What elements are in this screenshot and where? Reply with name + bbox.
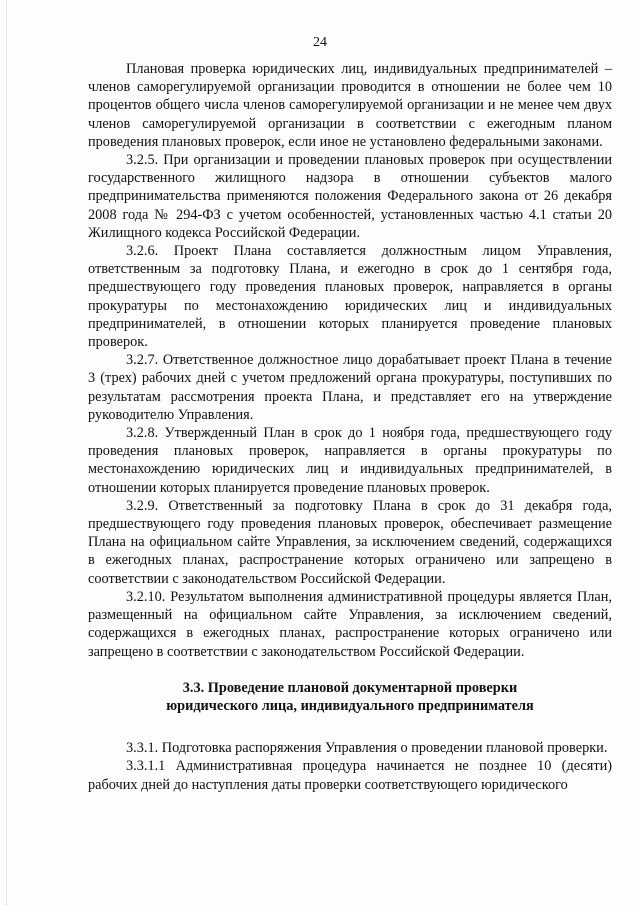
section-heading-line-1: 3.3. Проведение плановой документарной проверки xyxy=(182,679,518,696)
document-body xyxy=(88,60,612,794)
paragraph-3-3-1: 3.3.1. Подготовка распоряжения Управления о проведении плановой проверки. xyxy=(126,740,608,757)
section-heading-3-3 xyxy=(88,679,612,715)
paragraph-3-2-6: 3.2.6. Проект Плана составляется должностным лицом Управления, ответственным за подготовку Плана, и ежегодно в срок до 1 сентября года, предшествующего году проведения плановых проверок, направляется в органы прокуратуры по местонахождению юридических лиц и индивидуальных предпринимателей, в отношении которых планируется проведение плановых проверок. xyxy=(88,243,612,351)
paragraph-3-3-1-1: 3.3.1.1 Административная процедура начинается не позднее 10 (десяти) рабочих дней до наступления даты проверки соответствующего юридического xyxy=(88,758,612,793)
paragraph-3-2-9: 3.2.9. Ответственный за подготовку Плана в срок до 31 декабря года, предшествующего году проведения плановых проверок, обеспечивает размещение Плана на официальном сайте Управления, за исключением сведений, содержащихся в ежегодных планах, распространение которых ограничено или запрещено в соответствии с законодательством Российской Федерации. xyxy=(88,497,612,587)
paragraph-3-2-8: 3.2.8. Утвержденный План в срок до 1 ноября года, предшествующего году проведения плановых проверок, направляется в органы прокуратуры по местонахождению юридических лиц и индивидуальных предпринимателей, в отношении которых планируется проведение плановых проверок. xyxy=(88,425,612,496)
paragraph-3-2-10: 3.2.10. Результатом выполнения административной процедуры является План, размещенный на официальном сайте Управления, за исключением сведений, содержащихся в ежегодных планах, распространение которых ограничено или запрещено в соответствии с законодательством Российской Федерации. xyxy=(88,588,612,660)
section-heading-line-2: юридического лица, индивидуального предпринимателя xyxy=(166,697,534,714)
page-number: 24 xyxy=(313,35,327,50)
paragraph-3-2-5: 3.2.5. При организации и проведении плановых проверок при осуществлении государственного жилищного надзора в отношении субъектов малого предпринимательства применяются положения Федерального закона от 26 декабря 2008 года № 294-ФЗ с учетом особенностей, установленных частью 4.1 статьи 20 Жилищного кодекса Российской Федерации. xyxy=(88,152,612,241)
binding-edge xyxy=(6,0,21,905)
paragraph-3-2-4-tail: Плановая проверка юридических лиц, индивидуальных предпринимателей – членов саморегулируемой организации проводится в отношении не более чем 10 процентов общего числа членов саморегулируемой организации и не менее чем двух членов саморегулируемой организации в соответствии с ежегодным планом проведения плановых проверок, если иное не установлено федеральными законами. xyxy=(88,61,612,150)
paragraph-3-2-7: 3.2.7. Ответственное должностное лицо дорабатывает проект Плана в течение 3 (трех) рабочих дней с учетом предложений органа прокуратуры, поступивших по результатам рассмотрения проекта Плана, и представляет его на утверждение руководителю Управления. xyxy=(88,352,612,423)
